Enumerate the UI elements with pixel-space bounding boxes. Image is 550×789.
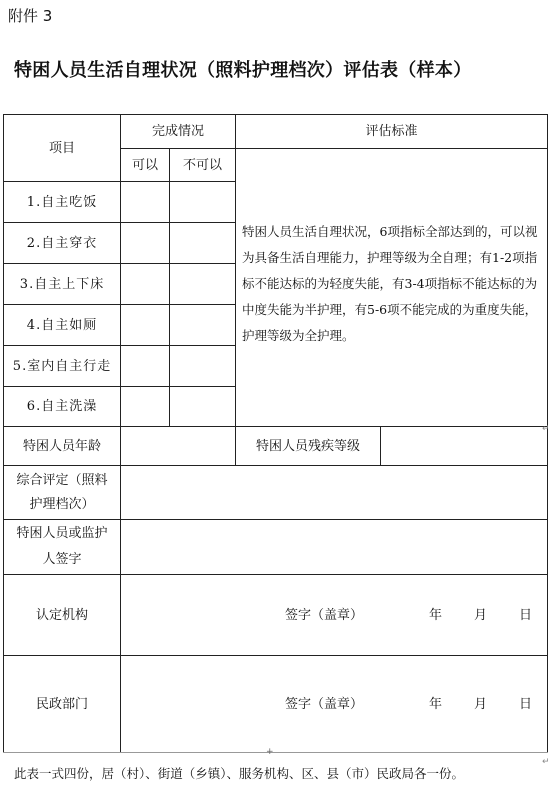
add-row-icon[interactable]: + [266, 747, 274, 757]
form-title: 特困人员生活自理状况（照料护理档次）评估表（样本） [14, 60, 472, 81]
item-1-cannot-cell[interactable] [169, 181, 236, 223]
header-can: 可以 [120, 148, 170, 182]
header-completion: 完成情况 [120, 114, 236, 149]
item-4-cannot-cell[interactable] [169, 304, 236, 346]
item-3-can-cell[interactable] [120, 263, 170, 305]
civil-dept-sign-line [125, 692, 543, 717]
overall-value-cell[interactable] [120, 465, 548, 520]
cert-org-label: 认定机构 [3, 574, 121, 656]
item-2: 2.自主穿衣 [3, 222, 121, 264]
signature-label: 特困人员或监护人签字 [3, 519, 121, 575]
civil-dept-sign-cell[interactable] [120, 655, 548, 753]
item-2-cannot-cell[interactable] [169, 222, 236, 264]
signature-value-cell[interactable] [120, 519, 548, 575]
disability-value-cell[interactable] [380, 426, 548, 466]
item-6-cannot-cell[interactable] [169, 386, 236, 427]
item-6: 6.自主洗澡 [3, 386, 121, 427]
civil-dept-day: 日 [519, 696, 533, 712]
item-6-can-cell[interactable] [120, 386, 170, 427]
item-4: 4.自主如厕 [3, 304, 121, 346]
attachment-label: 附件 3 [8, 7, 53, 25]
footnote: 此表一式四份，居（村）、街道（乡镇）、服务机构、区、县（市）民政局各一份。 [14, 766, 465, 781]
side-marker-icon: ↵ [542, 757, 550, 767]
age-value-cell[interactable] [120, 426, 236, 466]
item-2-can-cell[interactable] [120, 222, 170, 264]
header-cannot: 不可以 [169, 148, 236, 182]
age-label: 特困人员年龄 [3, 426, 121, 466]
civil-dept-month: 月 [474, 696, 488, 712]
cert-org-sign-cell[interactable] [120, 574, 548, 656]
item-1-can-cell[interactable] [120, 181, 170, 223]
civil-dept-label: 民政部门 [3, 655, 121, 753]
civil-dept-sign-seal: 签字（盖章） [285, 696, 364, 712]
header-project: 项目 [3, 114, 121, 182]
page-footer-rule [3, 752, 548, 753]
item-5: 5.室内自主行走 [3, 345, 121, 387]
item-3: 3.自主上下床 [3, 263, 121, 305]
item-4-can-cell[interactable] [120, 304, 170, 346]
cert-org-sign-line [125, 603, 543, 628]
cert-org-day: 日 [519, 607, 533, 623]
cert-org-month: 月 [474, 607, 488, 623]
item-5-can-cell[interactable] [120, 345, 170, 387]
cert-org-sign-seal: 签字（盖章） [285, 607, 364, 623]
civil-dept-year: 年 [429, 696, 443, 712]
cert-org-year: 年 [429, 607, 443, 623]
side-marker-icon: ↵ [542, 424, 550, 434]
disability-label: 特困人员残疾等级 [235, 426, 381, 466]
criteria-text: 特困人员生活自理状况，6项指标全部达到的，可以视为具备生活自理能力，护理等级为全自理；有1-2项指标不能达标的为轻度失能，有3-4项指标不能达标的为中度失能为半护理，有5-6项不能完成的为重度失能，护理等级为全护理。 [235, 148, 548, 427]
overall-label: 综合评定（照料护理档次） [3, 465, 121, 520]
item-1: 1.自主吃饭 [3, 181, 121, 223]
header-criteria: 评估标准 [235, 114, 548, 149]
item-3-cannot-cell[interactable] [169, 263, 236, 305]
item-5-cannot-cell[interactable] [169, 345, 236, 387]
